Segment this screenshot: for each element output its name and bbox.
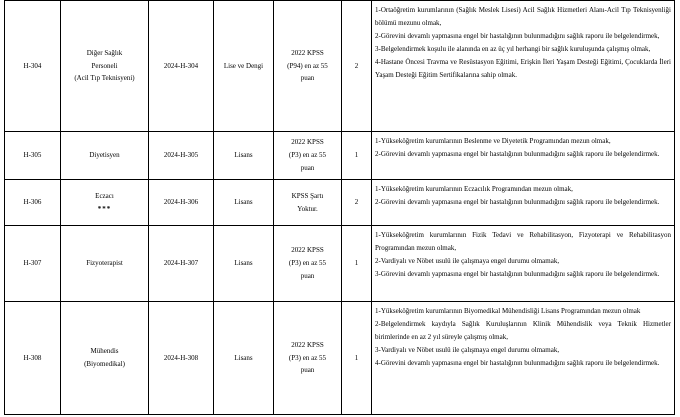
requirements (372, 1, 675, 132)
requirement-item: 1-Yükseköğretim kurumlarının Fizik Tedavi ve Rehabilitasyon, Fizyoterapi ve Rehabilitasyon Programından mezun olmak, (375, 231, 671, 252)
requirement-item: 1-Ortaöğretim kurumlarının (Sağlık Meslek Lisesi) Acil Sağlık Hizmetleri Alanı-Acil Tıp Teknisyenliği bölümü mezunu olmak, (375, 6, 671, 27)
requirement-item: 1-Yükseköğretim kurumlarının Eczacılık Programından mezun olmak, (375, 185, 573, 193)
requirement-item: 2-Vardiyalı ve Nöbet usulü ile çalışmaya engel durumu olmamak, (375, 256, 560, 265)
position-title: Diğer Sağlık Personeli (Acil Tıp Teknisyeni) (61, 1, 149, 132)
position-code: 2024-H-305 (149, 132, 214, 180)
position-id: H-304 (5, 1, 61, 132)
education-level: Lisans (214, 132, 274, 180)
position-code: 2024-H-304 (149, 1, 214, 132)
education-level: Lisans (214, 180, 274, 226)
position-code: 2024-H-308 (149, 302, 214, 415)
position-count: 1 (342, 132, 372, 180)
requirement-item: 3-Vardiyalı ve Nöbet usulü ile çalışmaya engel durumu olmamak, (375, 345, 560, 354)
table-row (5, 132, 675, 180)
position-id: H-307 (5, 226, 61, 302)
position-id: H-306 (5, 180, 61, 226)
requirement-item: 4-Hastane Öncesi Travma ve Resüstasyon Eğitimi, Erişkin İleri Yaşam Desteği Eğitimi, Çocuklarda İleri Yaşam Desteği Eğitim Sertifikalarına sahip olmak. (375, 57, 671, 79)
kpss-requirement: 2022 KPSS (P3) en az 55 puan (274, 302, 342, 415)
requirements (372, 226, 675, 302)
requirement-item: 3-Görevini devamlı yapmasına engel bir hastalığının bulunmadığını sağlık raporu ile belgelendirmek. (375, 269, 660, 278)
kpss-requirement: 2022 KPSS (P94) en az 55 puan (274, 1, 342, 132)
requirement-item: 4-Görevini devamlı yapmasına engel bir hastalığının bulunmadığını sağlık raporu ile belgelendirmek. (375, 358, 660, 367)
position-id: H-308 (5, 302, 61, 415)
education-level: Lisans (214, 226, 274, 302)
requirement-item: 3-Belgelendirmek koşulu ile alanında en az üç yıl herhangi bir sağlık kuruluşunda çalışmış olmak, (375, 44, 651, 53)
position-id: H-305 (5, 132, 61, 180)
requirement-item: 2-Görevini devamlı yapmasına engel bir hastalığının bulunmadığını sağlık raporu ile belgelendirmek. (375, 149, 660, 158)
requirements (372, 302, 675, 415)
kpss-requirement: 2022 KPSS (P3) en az 55 puan (274, 132, 342, 180)
position-count: 2 (342, 180, 372, 226)
position-count: 1 (342, 302, 372, 415)
requirements (372, 132, 675, 180)
requirement-item: 1-Yükseköğretim kurumlarının Biyomedikal Mühendisliği Lisans Programından mezun olmak (375, 307, 641, 315)
kpss-requirement: KPSS Şartı Yoktur. (274, 180, 342, 226)
table-row (5, 1, 675, 132)
table-row (5, 226, 675, 302)
note-marker: *** (97, 204, 112, 213)
position-code: 2024-H-306 (149, 180, 214, 226)
requirements (372, 180, 675, 226)
education-level: Lise ve Dengi (214, 1, 274, 132)
requirement-item: 2-Görevini devamlı yapmasına engel bir hastalığının bulunmadığını sağlık raporu ile belgelendirmek. (375, 197, 660, 206)
position-title: Diyetisyen (61, 132, 149, 180)
position-code: 2024-H-307 (149, 226, 214, 302)
position-title: Eczacı *** (61, 180, 149, 226)
positions-table (4, 0, 675, 415)
position-count: 1 (342, 226, 372, 302)
position-title: Fizyoterapist (61, 226, 149, 302)
kpss-requirement: 2022 KPSS (P3) en az 55 puan (274, 226, 342, 302)
table-row (5, 180, 675, 226)
requirement-item: 2-Belgelendirmek kaydıyla Sağlık Kuruluşlarının Klinik Mühendislik veya Teknik Hizmetler birimlerinde en az 2 yıl süreyle çalışmış olmak, (375, 319, 671, 341)
education-level: Lisans (214, 302, 274, 415)
requirement-item: 2-Görevini devamlı yapmasına engel bir hastalığının bulunmadığını sağlık raporu ile belgelendirmek, (375, 31, 660, 40)
position-title: Mühendis (Biyomedikal) (61, 302, 149, 415)
table-row (5, 302, 675, 415)
position-count: 2 (342, 1, 372, 132)
requirement-item: 1-Yükseköğretim kurumlarının Beslenme ve Diyetetik Programından mezun olmak, (375, 137, 611, 145)
